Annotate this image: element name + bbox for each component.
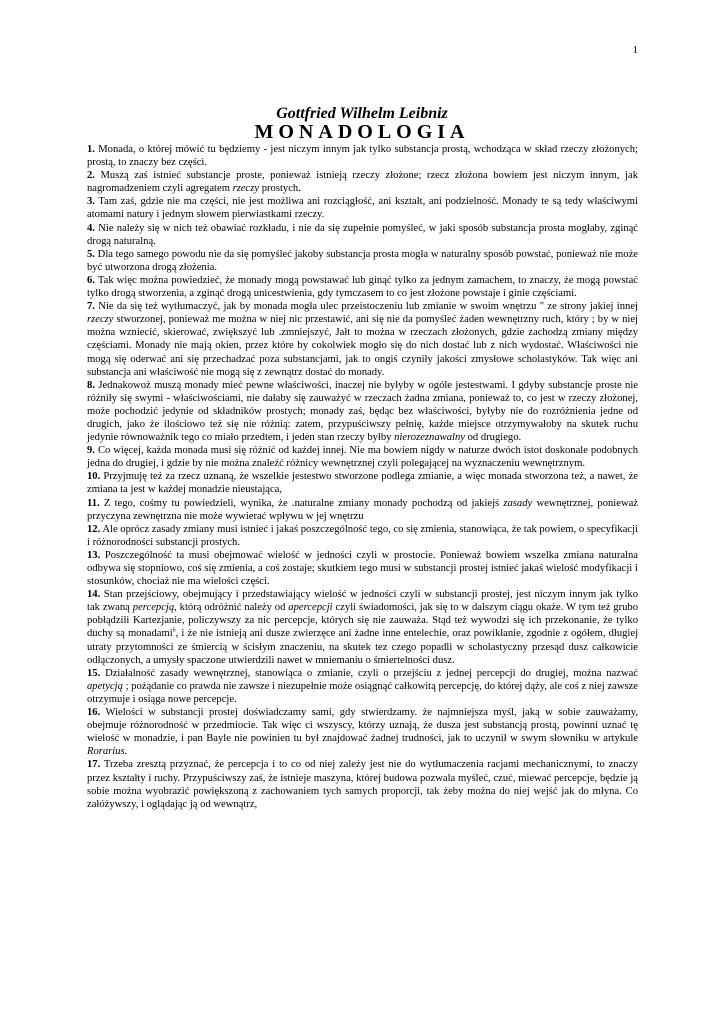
paragraph: [87, 549, 638, 588]
paragraph-number: 17.: [87, 759, 101, 771]
paragraph-number: 4.: [87, 222, 95, 234]
italic-term: apercepcji: [288, 602, 333, 614]
paragraph-text: stworzonej, ponieważ me można w niej nic przestawić, ani się nie da pomyśleć żaden wewnętrzny ruch, który ; by w niej można wzniecić, skierować, zwiększyć lub .zmniejszyć, Jałt to można w rzeczach złożonych, gdzie zachodzą zmiany między częściami. Monady nie mają okien, przez które by cokolwiek mogło się do nich dostać lub z nich wydostać. Właściwości nie mogą się oderwać ani się przechadzać poza substancjami, jak to ongiś czyniły jakości zmysłowe scholastyków. Tak więc ani substancja ani właściwość nie mogą się z zewnątrz dostać do monady.: [87, 314, 638, 378]
paragraph: [87, 588, 638, 667]
document-body: [87, 143, 638, 811]
paragraph-text: którą odróżnić należy od: [176, 602, 289, 614]
paragraph-text: ; pożądanie co prawda nie zawsze i niezupełnie może osiągnąć całkowitą percepcję, do której dąży, ale coś z niej zawsze otrzymuje i osiąga nowe percepcje.: [87, 680, 638, 705]
paragraph: [87, 222, 638, 248]
paragraph-text: Ale oprócz zasady zmiany musi istnieć i jakaś poszczególność tego, co się zmienia, stanowiąca, że tak powiem, o specyfikacji i różnorodności substancji prostych.: [87, 523, 638, 548]
paragraph-text: od drugiego.: [464, 432, 522, 444]
paragraph: [87, 143, 638, 169]
paragraph-text: Z tego, cośmy tu powiedzieli, wynika, że .naturalne zmiany monady pochodzą od jakiejś: [103, 497, 504, 509]
paragraph-text: Nie da się też wytłumaczyć, jak by monada mogła ulec przeistoczeniu lub zmianie w swoim wnętrzu " ze strony jakiej innej: [98, 301, 638, 313]
paragraph-text: wewnętrznej, ponieważ przyczyna zewnętrzna nie może wywierać wpływu w jej wnętrzu: [87, 497, 639, 522]
paragraph-text: Wielości w substancji prostej doświadczamy sami, gdy stwierdzamy. że najmniejsza myśl, jaką w sobie zauważamy, obejmuje różnorodność w przedmiocie. Tak więc ci wszyscy, którzy uznają, że dusza jest substancją prostą, powinni uznać tę wielość w monadzie, i pan Bayle nie powinien tu był znajdować żadnej trudności, jak to uczynił w swym słowniku w artykule: [87, 707, 639, 745]
paragraph-number: 9.: [87, 445, 95, 457]
paragraph-text: prostych.: [259, 183, 301, 195]
paragraph-text: Działalność zasady wewnętrznej, stanowiąca o zmianie, czyli o przejściu z jednej percepcji do drugiej, można nazwać: [105, 667, 638, 679]
document-title: MONADOLOGIA: [254, 121, 470, 143]
paragraph-number: 5.: [87, 248, 95, 260]
paragraph-text: Muszą zaś istnieć substancje proste, ponieważ istnieją rzeczy złożone; rzecz złożona bowiem jest niczym innym, jak nagromadzeniem czyli agregatem: [87, 170, 639, 195]
author-name: Gottfried Wilhelm Leibniz: [276, 105, 448, 122]
paragraph-text: Tam zaś, gdzie nie ma części, nie jest możliwa ani rozciągłość, ani kształt, ani podzielność. Monady te są tedy właściwymi atomami natury i jednym słowem pierwiastkami rzeczy.: [87, 196, 638, 221]
italic-term: zasady: [503, 497, 533, 509]
paragraph-number: 6.: [87, 274, 95, 286]
paragraph: [87, 497, 638, 523]
paragraph-text: Poszczególność ta musi obejmować wielość w jedności czyli w prostocie. Ponieważ bowiem wszelka zmiana naturalna odbywa się stopniowo, coś się zmienia, a coś zostaje; skutkiem tego musi w substancji prostej istnieć jakaś wielość modyfikacji i stosunków, chociaż nie ma wielości części.: [87, 549, 638, 588]
paragraph: [87, 758, 638, 810]
paragraph-number: 10.: [87, 471, 101, 483]
paragraph-number: 3.: [87, 196, 95, 208]
paragraph-number: 16.: [87, 707, 101, 719]
paragraph-text: Tak więc można powiedzieć, że monady mogą powstawać lub ginąć tylko za jednym zamachem, to znaczy, że mogą powstać tylko drogą stworzenia, a zginąć drogą unicestwienia, gdy tymczasem to co jest złożone powstaje i ginie częściami.: [87, 274, 638, 300]
paragraph-text: Przyjmuję też za rzecz uznaną, że wszelkie jestestwo stworzone podlega zmianie, a więc monada stworzona też, a nawet, że zmiana ta jest w każdej monadzie nieustająca,: [87, 471, 638, 496]
paragraph: [87, 379, 638, 444]
paragraph-text: Trzeba zresztą przyznać, że percepcja i to co od niej zależy jest nie do wytłumaczenia racjami mechanicznymi, to znaczy przez kształty i ruchy. Przypuściwszy zaś, że istnieje maszyna, której budowa pozwala myśleć, czuć, miewać percepcje, będzie ją sobie można wyobrazić powiększoną z zachowaniem tych samych proporcji, tak żeby można do niej wejść jak do młyna. Co załóżywszy, i oglądając ją od wewnątrz,: [87, 759, 638, 810]
paragraph-number: 2.: [87, 170, 95, 182]
paragraph-text: , i że nie istnieją ani dusze zwierzęce ani żadne inne entelechie, oraz powikłanie, zgodnie z ogółem, długiej utraty przytomności ze śmiercią w ścisłym znaczeniu, na skutek tez czego popadli w scholastyczny przesąd dusz całkowicie odłączonych, a umysły spaczone utwierdzili nawet w mniemaniu o śmiertelności dusz.: [87, 628, 639, 666]
footnote-marker: 6: [172, 627, 176, 634]
paragraph: [87, 274, 638, 300]
paragraph: [87, 300, 638, 379]
paragraph-number: 8.: [87, 379, 95, 391]
paragraph: [87, 248, 638, 274]
paragraph-number: 11.: [87, 497, 100, 509]
italic-term: nierozeznawalny: [394, 432, 465, 444]
paragraph-text: Co więcej, każda monada musi się różnić od każdej innej. Nie ma bowiem nigdy w naturze dwóch istot doskonale podobnych jedna do drugiej, i gdzie by nie można znaleźć różnicy wewnętrznej czyli polegającej na wyznaczeniu wewnętrznym.: [87, 445, 638, 470]
paragraph-text: Nie należy się w nich też obawiać rozkładu, i nie da się zupełnie pomyśleć, w jaki sposób substancja prosta mogłaby, zginąć drogą naturalną.: [87, 222, 638, 247]
paragraph-text: Jednakowoż muszą monady mieć pewne właściwości, inaczej nie byłyby w ogóle jestestwami. I gdyby substancje proste nie różniły się swymi - właściwościami, nie dałaby się zauważyć w rzeczach żadna zmiana, ponieważ to, co jest w rzeczy złożonej, może pochodzić jedynie od składników prostych; monady zaś, będąc bez właściwości, byłyby nie do rozróżnienia jedne od drugich, jako że ilościowo też się nie różnią: zatem, przypuściwszy pełnię, każde miejsce otrzymywałoby na skutek ruchu jedynie równoważnik tego co miało przedtem, i jeden stan rzeczy byłby: [87, 379, 638, 444]
paragraph: [87, 523, 638, 549]
paragraph-number: 1.: [87, 144, 95, 155]
italic-term: apetycją: [87, 680, 123, 692]
paragraph-number: 13.: [87, 549, 101, 561]
page-number: 1: [632, 44, 638, 56]
paragraph-number: 14.: [87, 589, 101, 601]
paragraph: [87, 169, 638, 195]
paragraph-number: 7.: [87, 301, 95, 313]
paragraph: [87, 667, 638, 706]
italic-term: rzeczy: [87, 314, 114, 326]
italic-term: rzeczy: [232, 183, 260, 195]
italic-term: percepcją,: [132, 602, 177, 614]
paragraph: [87, 706, 638, 758]
paragraph: [87, 470, 638, 496]
paragraph-text: czyli świadomości, jak się to w dalszym ciągu okaże. W tym też grubo pobłądzili Kartezjanie, policzywszy za nic percepcje, których się nie zauważa. Stąd też wywodzi się ich przekonanie, że tylko duchy są monadami: [87, 602, 638, 640]
paragraph-text: Monada, o której mówić tu będziemy - jest niczym innym jak tylko substancja prostą, wchodząca w skład rzeczy złożonych; prostą, to znaczy bez części.: [87, 144, 638, 169]
paragraph-number: 12.: [87, 523, 101, 535]
paragraph-number: 15.: [87, 667, 101, 679]
paragraph-text: Stan przejściowy, obejmujący i przedstawiający wielość w jedności czyli w substancji prostej, jest niczym innym jak tylko tak zwaną: [87, 589, 638, 614]
paragraph-text: Dla tego samego powodu nie da się pomyśleć jakoby substancja prosta mogła w naturalny sposób powstać, ponieważ nie może być utworzona drogą złożenia.: [87, 248, 638, 273]
paragraph: [87, 444, 638, 470]
italic-term: Rorarius.: [87, 746, 128, 758]
paragraph: [87, 195, 638, 221]
